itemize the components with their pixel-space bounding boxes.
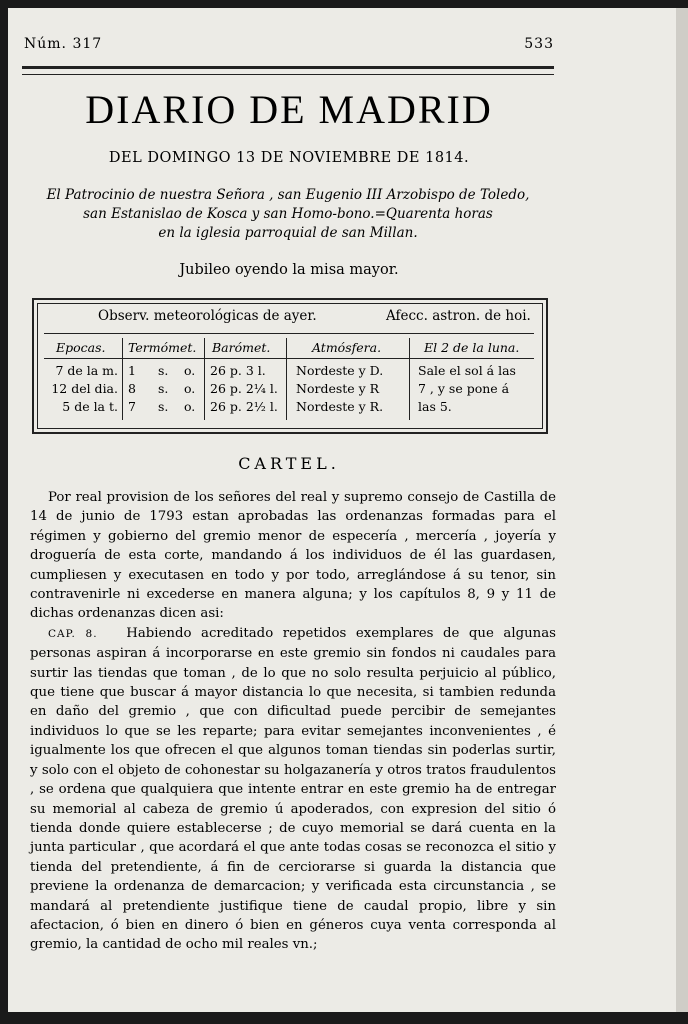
row-term-o: o. (184, 381, 196, 396)
row-atmosphere: Nordeste y R. (296, 399, 384, 414)
col-header-luna: El 2 de la luna. (424, 340, 520, 355)
meteorological-heading: Observ. meteorológicas de ayer. (98, 308, 317, 324)
row-atmosphere: Nordeste y D. (296, 363, 384, 378)
article-paragraph: Por real provision de los señores del real y supremo consejo de Castilla de 14 de junio de 1793 estan aprobadas las ordenanzas formadas para el régimen y gobierno del gremio menor de especería , mercería , joyería y droguería de esta corte, mandando á los individuos de él las guardasen, cumpliesen y executasen en todo y por todo, arreglándose á su tenor, sin contravenirle ni excederse en manera alguna; y los capítulos 8, 9 y 11 de dichas ordenanzas dicen asi: (30, 490, 556, 622)
table-divider (44, 333, 534, 334)
column-divider (122, 338, 123, 420)
saints-line: El Patrocinio de nuestra Señora , san Eugenio III Arzobispo de Toledo, (46, 187, 530, 203)
page-edge (676, 8, 688, 1012)
article-body (30, 488, 556, 955)
column-divider (204, 338, 205, 420)
row-term-o: o. (184, 363, 196, 378)
newspaper-title: DIARIO DE MADRID (85, 87, 493, 132)
header-rule-thin (22, 74, 554, 75)
page-number: 533 (524, 36, 554, 52)
row-barometer: 26 p. 2½ l. (210, 399, 278, 414)
chapter-label: CAP. 8. (48, 627, 98, 640)
col-header-termometro: Termómet. (128, 340, 197, 355)
row-term-degrees: 1 (128, 363, 136, 378)
saints-line: san Estanislao de Kosca y san Homo-bono.=Quarenta horas (83, 206, 493, 222)
section-heading-cartel: CARTEL. (238, 454, 340, 473)
row-barometer: 26 p. 3 l. (210, 363, 266, 378)
article-paragraph-cap8 (30, 624, 556, 955)
page-header (24, 36, 554, 52)
column-divider (286, 338, 287, 420)
row-atmosphere: Nordeste y R (296, 381, 380, 396)
col-header-atmosfera: Atmósfera. (312, 340, 382, 355)
row-epoca: 12 del dia. (51, 381, 118, 396)
chapter-text: Habiendo acreditado repetidos exemplares de que algunas personas aspiran á incorporarse en este gremio sin fondos ni caudales para surtir las tiendas que toman , de lo que no solo resulta perjuicio al público, que tiene que buscar á mayor distancia lo que necesita, si tambien redunda en daño del gremio , que con dificultad puede percibir de semejantes individuos lo que se les reparte; para evitar semejantes inconvenientes , é igualmente los que ofrecen el que algunos toman tiendas sin poderlas surtir, y solo con el objeto de cohonestar su holgazanería y otros tratos fraudulentos , se ordena que qualquiera que intente entrar en este gremio ha de entregar su memorial al cabeza de gremio ú apoderados, con expresion del sitio ó tienda donde quiere establecerse ; de cuyo memorial se dará cuenta en la junta particular , que acordará el que ante todas cosas se reconozca el sitio y tienda del pretendiente, á fin de cerciorarse si guarda la distancia que previene la ordenanza de demarcacion; y verificada esta circunstancia , se mandará al pretendiente justifique tiene de caudal propio, libre y sin afectacion, ó bien en dinero ó bien en géneros cuya venta corresponda al gremio, la cantidad de ocho mil reales vn.; (30, 625, 556, 953)
row-term-s: s. (158, 363, 169, 378)
row-term-degrees: 7 (128, 399, 136, 414)
issue-date: DEL DOMINGO 13 DE NOVIEMBRE DE 1814. (108, 150, 470, 166)
saints-line: en la iglesia parroquial de san Millan. (158, 225, 418, 241)
column-divider (409, 338, 410, 420)
col-header-epocas: Epocas. (56, 340, 106, 355)
saints-of-day (30, 186, 546, 243)
row-term-s: s. (158, 399, 169, 414)
header-rule-thick (22, 66, 554, 69)
luna-line: 7 , y se pone á (418, 381, 510, 396)
astronomical-heading: Afecc. astron. de hoi. (386, 308, 531, 324)
weather-table (32, 298, 548, 434)
row-term-s: s. (158, 381, 169, 396)
col-header-barometro: Barómet. (212, 340, 271, 355)
row-epoca: 7 de la m. (55, 363, 118, 378)
table-divider (44, 358, 534, 359)
jubileo-note: Jubileo oyendo la misa mayor. (179, 262, 399, 278)
row-epoca: 5 de la t. (62, 399, 118, 414)
luna-line: Sale el sol á las (418, 363, 516, 378)
issue-number: Núm. 317 (24, 36, 103, 52)
row-term-degrees: 8 (128, 381, 136, 396)
row-term-o: o. (184, 399, 196, 414)
luna-line: las 5. (418, 399, 452, 414)
row-barometer: 26 p. 2¼ l. (210, 381, 278, 396)
